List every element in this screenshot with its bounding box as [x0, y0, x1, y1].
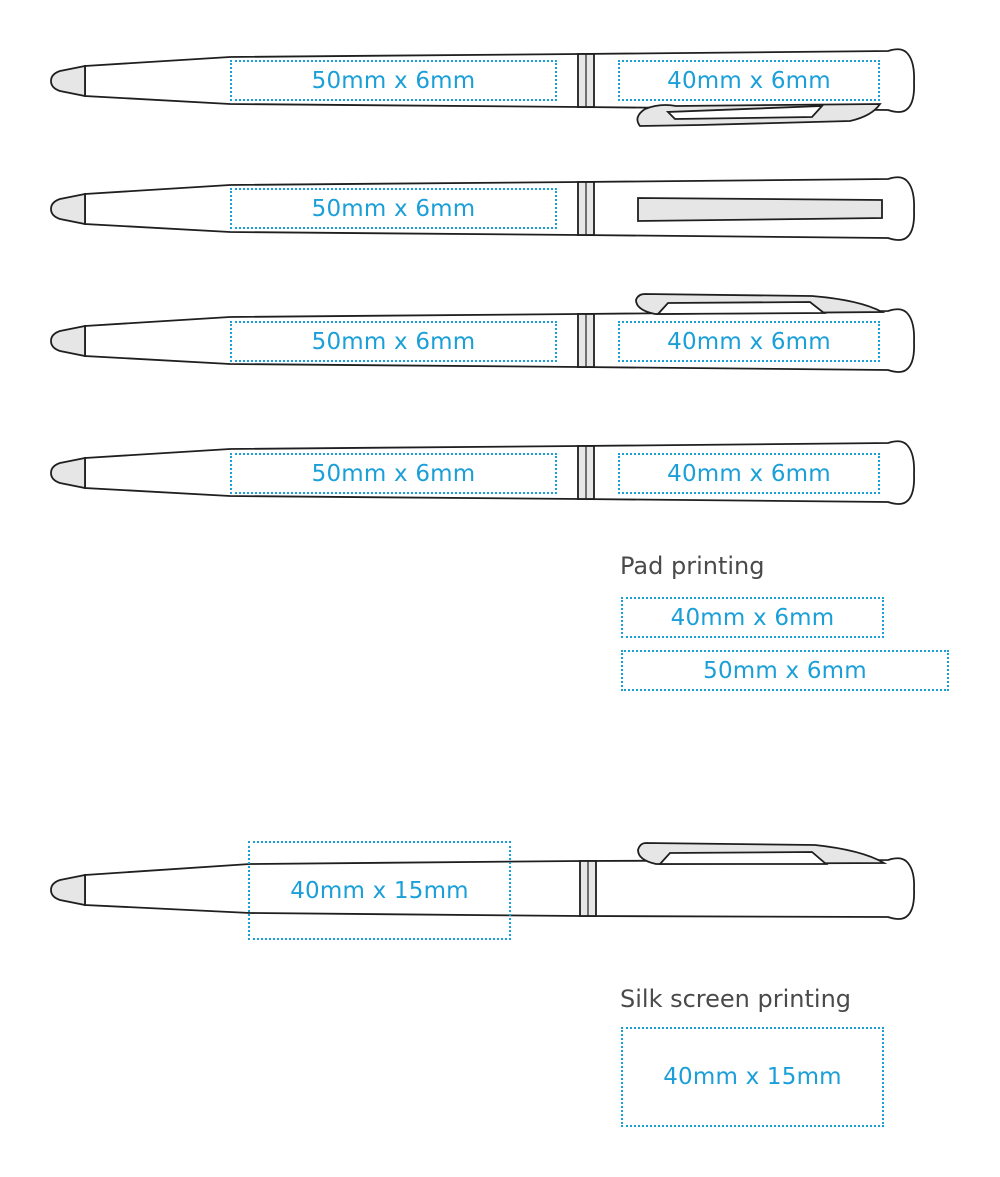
pen-1-cap-imprint-area: 40mm x 6mm: [618, 60, 880, 101]
pen-2-barrel-imprint-area: 50mm x 6mm: [230, 188, 557, 229]
pen-4-barrel-imprint-area: 50mm x 6mm: [230, 453, 557, 494]
pen-5-silk-imprint-area: 40mm x 15mm: [248, 841, 511, 940]
pen-3-barrel-imprint-area: 50mm x 6mm: [230, 321, 557, 362]
pen-3-cap-imprint-area: 40mm x 6mm: [618, 321, 880, 362]
pad-printing-title: Pad printing: [620, 552, 765, 580]
pad-printing-size-small: 40mm x 6mm: [621, 597, 884, 638]
pen-4-cap-imprint-area: 40mm x 6mm: [618, 453, 880, 494]
silk-screen-size: 40mm x 15mm: [621, 1027, 884, 1127]
silk-screen-printing-title: Silk screen printing: [620, 985, 852, 1013]
pen-1-barrel-imprint-area: 50mm x 6mm: [230, 60, 557, 101]
pad-printing-size-large: 50mm x 6mm: [621, 650, 949, 691]
